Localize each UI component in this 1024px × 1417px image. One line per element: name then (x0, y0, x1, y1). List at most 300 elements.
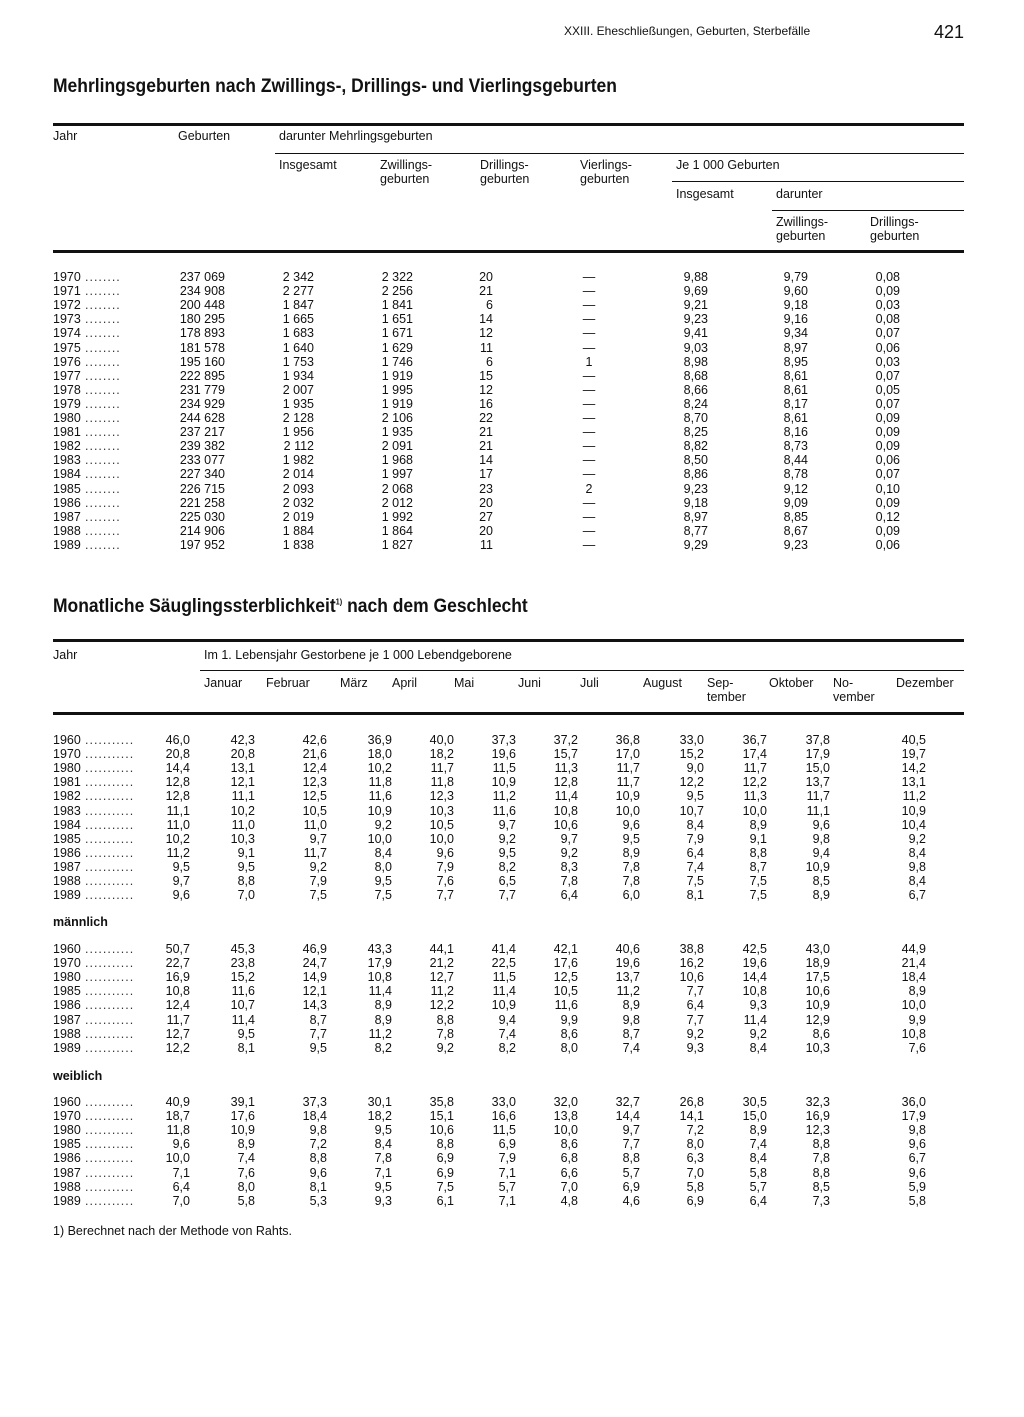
table1-year: 1971 (53, 284, 81, 299)
table2-year: 1985 (53, 1137, 81, 1152)
table2-leader-dots: ........... (85, 733, 135, 747)
table1-vierlings-cell: — (582, 284, 596, 299)
table2-cell: 36,9 (367, 733, 392, 747)
table1-vierlings-cell: — (582, 368, 596, 383)
table2-cell: 14,9 (302, 970, 327, 985)
table2-leader-dots: ........... (85, 761, 135, 776)
table1-cell: 14 (479, 312, 493, 327)
table2-cell: 11,0 (303, 817, 327, 832)
table2-leader-dots: ........... (85, 970, 135, 985)
table2-cell: 9,5 (498, 845, 516, 860)
table1-year: 1970 (53, 270, 81, 284)
table2-cell: 8,9 (812, 888, 830, 903)
table1-cell: 8,66 (683, 382, 708, 397)
table2-cell: 50,7 (165, 942, 190, 956)
table2-cell: 38,8 (679, 942, 704, 956)
table1-cell: 1 919 (381, 368, 413, 383)
table2-year: 1982 (53, 789, 81, 804)
table2-cell: 7,5 (749, 874, 767, 888)
table2-cell: 36,7 (742, 733, 767, 747)
table1-cell: 1 665 (282, 312, 314, 327)
table2-cell: 14,4 (742, 970, 767, 985)
table1-cell: 20 (479, 270, 493, 284)
table2-cell: 30,5 (742, 1095, 767, 1109)
table2-cell: 40,5 (901, 733, 926, 747)
table1-cell: 1 847 (282, 298, 314, 313)
table2-cell: 42,5 (742, 942, 767, 956)
table1-year: 1972 (53, 298, 81, 313)
table2-cell: 10,4 (901, 817, 926, 832)
table1-cell: 0,07 (875, 396, 900, 411)
table2-title-footnote-mark: 1) (335, 597, 343, 607)
table2-cell: 45,3 (230, 942, 255, 956)
table1-cell: 1 995 (381, 382, 413, 397)
table2-cell: 5,8 (908, 1193, 926, 1208)
table2-cell: 9,7 (172, 874, 190, 888)
table2-cell: 17,6 (230, 1109, 255, 1124)
table1-cell: 244 628 (179, 411, 225, 425)
table2-cell: 5,8 (749, 1165, 767, 1180)
table2-cell: 17,5 (805, 970, 830, 985)
table2-header-bottom-rule (53, 712, 964, 715)
table2-cell: 44,1 (429, 942, 454, 956)
table2-cell: 9,8 (309, 1123, 327, 1138)
table1-cell: 227 340 (179, 467, 225, 482)
table2-cell: 8,6 (812, 1026, 830, 1041)
table2-cell: 12,1 (302, 984, 327, 999)
table1-cell: 8,70 (683, 411, 708, 425)
table1-leader-dots: ........ (85, 270, 121, 284)
table1-cell: 0,03 (875, 298, 900, 313)
table2-cell: 9,5 (172, 859, 190, 874)
table2-cell: 6,9 (436, 1151, 454, 1166)
table2-cell: 14,2 (901, 761, 926, 776)
table2-cell: 6,5 (498, 874, 516, 888)
table2-cell: 6,0 (622, 888, 640, 903)
table2-cell: 6,1 (436, 1193, 454, 1208)
table2-cell: 40,0 (429, 733, 454, 747)
table2-cell: 12,4 (165, 998, 190, 1013)
table2-cell: 43,3 (367, 942, 392, 956)
table1-cell: 8,61 (783, 411, 808, 425)
table2-year: 1980 (53, 761, 81, 776)
table2-cell: 18,7 (165, 1109, 190, 1124)
table2-cell: 18,2 (429, 747, 454, 762)
table2-cell: 10,8 (553, 803, 578, 818)
table2-leader-dots: ........... (85, 1165, 135, 1180)
table1-leader-dots: ........ (85, 326, 121, 341)
table2-cell: 37,3 (491, 733, 516, 747)
table1-leader-dots: ........ (85, 368, 121, 383)
table2-cell: 9,2 (436, 1040, 454, 1055)
table2-cell: 18,4 (901, 970, 926, 985)
table2-cell: 9,9 (908, 1012, 926, 1027)
table1-title: Mehrlingsgeburten nach Zwillings-, Drillings- und Vierlingsgeburten (53, 76, 617, 97)
table2-year: 1981 (53, 775, 81, 790)
table2-cell: 20,8 (230, 747, 255, 762)
table2-cell: 11,5 (492, 1123, 516, 1138)
footnote: 1) Berechnet nach der Methode von Rahts. (53, 1224, 293, 1238)
table1-header-je-drillings: Drillings- geburten (870, 215, 920, 243)
table1-year: 1978 (53, 382, 81, 397)
table1-cell: 23 (479, 481, 493, 496)
table1-cell: 6 (486, 298, 493, 313)
table1-cell: 8,50 (683, 453, 708, 468)
table2-cell: 7,0 (686, 1165, 704, 1180)
table1-cell: 1 956 (282, 425, 314, 440)
table2-cell: 9,6 (908, 1137, 926, 1152)
table2-leader-dots: ........... (85, 888, 135, 903)
table1-leader-dots: ........ (85, 509, 121, 524)
table2-cell: 42,6 (302, 733, 327, 747)
table2-cell: 6,9 (498, 1137, 516, 1152)
table2-cell: 9,6 (172, 1137, 190, 1152)
table1-cell: 9,12 (783, 481, 808, 496)
table1-cell: 0,08 (875, 312, 900, 327)
table1-cell: 15 (479, 368, 493, 383)
table1-cell: 2 093 (282, 481, 314, 496)
table2-cell: 32,7 (615, 1095, 640, 1109)
table2-year: 1970 (53, 747, 81, 762)
table1-leader-dots: ........ (85, 495, 121, 510)
table1-cell: 8,25 (683, 425, 708, 440)
table2-cell: 6,6 (560, 1165, 578, 1180)
table2-cell: 8,1 (309, 1179, 327, 1194)
table2-year: 1987 (53, 1012, 81, 1027)
table1-vierlings-cell: — (582, 411, 596, 425)
table2-cell: 8,4 (374, 845, 392, 860)
table1-cell: 8,67 (783, 523, 808, 538)
table2-cell: 8,9 (374, 1012, 392, 1027)
table1-cell: 1 629 (381, 340, 413, 355)
table1-je-rule (672, 181, 964, 182)
table2-cell: 8,5 (812, 874, 830, 888)
table2-cell: 42,1 (553, 942, 578, 956)
table1-cell: 0,09 (875, 425, 900, 440)
table2-cell: 26,8 (679, 1095, 704, 1109)
table2-cell: 9,0 (686, 761, 704, 776)
table1-cell: 195 160 (179, 354, 225, 369)
table2-cell: 9,2 (309, 859, 327, 874)
table2-year: 1988 (53, 874, 81, 888)
table2-cell: 7,1 (172, 1165, 190, 1180)
table1-vierlings-cell: — (582, 270, 596, 284)
table2-cell: 10,0 (367, 831, 392, 846)
table2-cell: 8,7 (622, 1026, 640, 1041)
table2-cell: 7,2 (686, 1123, 704, 1138)
table2-cell: 11,7 (616, 775, 640, 790)
table2-leader-dots: ........... (85, 803, 135, 818)
table1-vierlings-cell: — (582, 382, 596, 397)
table2-year: 1989 (53, 1193, 81, 1208)
table2-cell: 12,8 (553, 775, 578, 790)
table2-leader-dots: ........... (85, 831, 135, 846)
table1-cell: 1 934 (282, 368, 314, 383)
table1-cell: 8,16 (783, 425, 808, 440)
table2-cell: 10,3 (230, 831, 255, 846)
table2-cell: 12,1 (230, 775, 255, 790)
table2-cell: 10,5 (429, 817, 454, 832)
table2-cell: 8,0 (374, 859, 392, 874)
table2-leader-dots: ........... (85, 1109, 135, 1124)
table1-cell: 27 (479, 509, 493, 524)
table2-leader-dots: ........... (85, 817, 135, 832)
table2-cell: 12,5 (553, 970, 578, 985)
table1-vierlings-cell: — (582, 537, 596, 552)
table2-cell: 19,6 (742, 956, 767, 971)
table2-leader-dots: ........... (85, 1095, 135, 1109)
table1-cell: 20 (479, 495, 493, 510)
table2-cell: 10,3 (429, 803, 454, 818)
table2-cell: 7,8 (622, 874, 640, 888)
table2-leader-dots: ........... (85, 1123, 135, 1138)
table2-cell: 6,4 (560, 888, 578, 903)
table2-cell: 13,7 (615, 970, 640, 985)
table2-cell: 8,4 (374, 1137, 392, 1152)
table2-leader-dots: ........... (85, 998, 135, 1013)
table1-cell: 1 651 (381, 312, 413, 327)
table1-cell: 9,18 (683, 495, 708, 510)
table2-cell: 8,3 (560, 859, 578, 874)
table1-cell: 2 068 (381, 481, 413, 496)
table2-cell: 9,6 (309, 1165, 327, 1180)
table2-cell: 10,2 (165, 831, 190, 846)
table1-cell: 0,09 (875, 523, 900, 538)
page-number: 421 (934, 22, 965, 42)
table1-vierlings-cell: — (582, 425, 596, 440)
table1-cell: 8,85 (783, 509, 808, 524)
table2-cell: 17,9 (367, 956, 392, 971)
table1-cell: 9,16 (783, 312, 808, 327)
table2-cell: 8,4 (749, 1151, 767, 1166)
table1-cell: 234 929 (179, 396, 225, 411)
table2-cell: 7,6 (436, 874, 454, 888)
table2-cell: 10,3 (805, 1040, 830, 1055)
table2-year: 1989 (53, 888, 81, 903)
table1-cell: 0,09 (875, 495, 900, 510)
table1-cell: 9,18 (783, 298, 808, 313)
table1-header-je-insgesamt: Insgesamt (676, 187, 734, 201)
table2-cell: 7,8 (436, 1026, 454, 1041)
table2-cell: 9,6 (908, 1165, 926, 1180)
table2-leader-dots: ........... (85, 1026, 135, 1041)
table2-cell: 21,2 (429, 956, 454, 971)
table1-cell: 180 295 (179, 312, 225, 327)
table2-cell: 9,7 (498, 817, 516, 832)
table1-cell: 20 (479, 523, 493, 538)
running-head: XXIII. Eheschließungen, Geburten, Sterbefälle (564, 24, 811, 38)
table2-cell: 12,5 (302, 789, 327, 804)
table1-cell: 8,24 (683, 396, 708, 411)
table1-cell: 8,44 (783, 453, 808, 468)
table1-cell: 8,97 (683, 509, 708, 524)
table1-cell: 225 030 (179, 509, 225, 524)
table2-cell: 9,6 (172, 888, 190, 903)
table1-cell: 9,29 (683, 537, 708, 552)
table2-cell: 8,6 (560, 1026, 578, 1041)
table2-cell: 9,4 (812, 845, 830, 860)
table1-cell: 17 (479, 467, 493, 482)
table2-cell: 8,8 (812, 1165, 830, 1180)
table2-cell: 10,0 (742, 803, 767, 818)
table2-cell: 9,5 (374, 1179, 392, 1194)
table1-year: 1975 (53, 340, 81, 355)
table2-leader-dots: ........... (85, 1151, 135, 1166)
table1-cell: 8,95 (783, 354, 808, 369)
table2-year: 1986 (53, 998, 81, 1013)
table2-cell: 8,8 (812, 1137, 830, 1152)
table1-cell: 222 895 (179, 368, 225, 383)
table2-cell: 8,9 (237, 1137, 255, 1152)
table2-group-label: männlich (53, 915, 108, 929)
table2-title-main: Monatliche Säuglingssterblichkeit (53, 596, 336, 617)
table2-cell: 15,0 (805, 761, 830, 776)
table2-cell: 8,7 (309, 1012, 327, 1027)
table1-cell: 1 982 (282, 453, 314, 468)
table2-cell: 32,0 (553, 1095, 578, 1109)
table2-leader-dots: ........... (85, 859, 135, 874)
table2-cell: 10,6 (805, 984, 830, 999)
table2-cell: 23,8 (230, 956, 255, 971)
table1-cell: 9,23 (683, 312, 708, 327)
table2-cell: 8,8 (622, 1151, 640, 1166)
table2-cell: 17,9 (901, 1109, 926, 1124)
table1-header-vierlings: Vierlings- geburten (580, 158, 632, 186)
table2-cell: 6,7 (908, 888, 926, 903)
table1-leader-dots: ........ (85, 284, 121, 299)
table1-cell: 181 578 (179, 340, 225, 355)
table1-year: 1981 (53, 425, 81, 440)
table2-cell: 21,4 (901, 956, 926, 971)
table2-cell: 11,2 (492, 789, 516, 804)
table2-header-month: August (643, 676, 682, 690)
table2-cell: 6,7 (908, 1151, 926, 1166)
table1-cell: 2 032 (282, 495, 314, 510)
table2-cell: 10,9 (615, 789, 640, 804)
table2-cell: 9,7 (309, 831, 327, 846)
table1-cell: 8,61 (783, 382, 808, 397)
table2-cell: 6,4 (686, 845, 704, 860)
table2-cell: 15,1 (429, 1109, 454, 1124)
table1-header-zwillings: Zwillings- geburten (380, 158, 433, 186)
table2-cell: 7,0 (237, 888, 255, 903)
table1-year: 1989 (53, 537, 81, 552)
table2-cell: 9,7 (560, 831, 578, 846)
table2-cell: 12,2 (165, 1040, 190, 1055)
table1-header-geburten: Geburten (178, 129, 231, 143)
table1-vierlings-cell: 2 (585, 481, 593, 496)
table2-cell: 8,5 (812, 1179, 830, 1194)
table2-cell: 9,5 (374, 874, 392, 888)
table2-leader-dots: ........... (85, 1012, 135, 1027)
table2-cell: 11,6 (231, 984, 255, 999)
table2-cell: 9,6 (436, 845, 454, 860)
table2-cell: 16,2 (679, 956, 704, 971)
table2-header-month: No- vember (833, 676, 875, 704)
table2-cell: 9,3 (374, 1193, 392, 1208)
table1-vierlings-cell: — (582, 326, 596, 341)
table1-cell: 2 256 (381, 284, 413, 299)
table2-cell: 11,1 (231, 789, 255, 804)
table1-vierlings-cell: — (582, 453, 596, 468)
table2-cell: 7,6 (908, 1040, 926, 1055)
table1-cell: 8,17 (783, 396, 808, 411)
table1-darunter-rule (772, 210, 964, 211)
table2-cell: 11,2 (430, 984, 454, 999)
table2-cell: 10,2 (367, 761, 392, 776)
table2-cell: 8,1 (237, 1040, 255, 1055)
table2-cell: 5,8 (237, 1193, 255, 1208)
table2-cell: 7,2 (309, 1137, 327, 1152)
table1-cell: 8,82 (683, 439, 708, 454)
table1-cell: 0,07 (875, 368, 900, 383)
table2-cell: 6,3 (686, 1151, 704, 1166)
table2-cell: 20,8 (165, 747, 190, 762)
table2-cell: 11,7 (166, 1012, 190, 1027)
table2-year: 1983 (53, 803, 81, 818)
table2-cell: 19,6 (491, 747, 516, 762)
table2-cell: 7,7 (686, 1012, 704, 1027)
table2-cell: 44,9 (901, 942, 926, 956)
table2-cell: 10,8 (165, 984, 190, 999)
table2-header-month: Januar (204, 676, 243, 690)
table2-cell: 10,0 (615, 803, 640, 818)
table1-cell: 239 382 (179, 439, 225, 454)
table2-year: 1986 (53, 1151, 81, 1166)
table2-cell: 11,4 (368, 984, 392, 999)
table2-cell: 9,3 (749, 998, 767, 1013)
table2-cell: 11,4 (554, 789, 578, 804)
table1-cell: 234 908 (179, 284, 225, 299)
table2-cell: 8,4 (686, 817, 704, 832)
table1-cell: 1 683 (282, 326, 314, 341)
table2-header-month: Sep- tember (707, 676, 746, 704)
table1-leader-dots: ........ (85, 523, 121, 538)
table2-cell: 6,4 (172, 1179, 190, 1194)
table1-cell: 9,79 (783, 270, 808, 284)
table2-cell: 9,3 (686, 1040, 704, 1055)
table1-cell: 2 019 (282, 509, 314, 524)
table2-cell: 15,7 (553, 747, 578, 762)
table2-cell: 8,0 (237, 1179, 255, 1194)
table2-year: 1989 (53, 1040, 81, 1055)
table2-cell: 35,8 (429, 1095, 454, 1109)
table2-leader-dots: ........... (85, 1193, 135, 1208)
table1-cell: 11 (480, 340, 493, 355)
table2-header-span: Im 1. Lebensjahr Gestorbene je 1 000 Lebendgeborene (204, 648, 512, 662)
table1-leader-dots: ........ (85, 453, 121, 468)
table2-cell: 39,1 (230, 1095, 255, 1109)
table1-cell: 233 077 (179, 453, 225, 468)
table2-cell: 5,9 (908, 1179, 926, 1194)
table2-cell: 8,4 (749, 1040, 767, 1055)
table2-leader-dots: ........... (85, 1179, 135, 1194)
table1-cell: 11 (480, 537, 493, 552)
table2-cell: 7,1 (374, 1165, 392, 1180)
table1-cell: 21 (479, 284, 493, 299)
table2-cell: 11,2 (616, 984, 640, 999)
table2-cell: 11,7 (430, 761, 454, 776)
table1-cell: 0,06 (875, 340, 900, 355)
table2-header-month: März (340, 676, 368, 690)
table1-cell: 0,07 (875, 326, 900, 341)
table1-cell: 9,23 (783, 537, 808, 552)
table1-cell: 237 217 (179, 425, 225, 440)
table2-cell: 6,9 (436, 1165, 454, 1180)
table2-cell: 11,2 (368, 1026, 392, 1041)
table1-cell: 1 968 (381, 453, 413, 468)
table1-cell: 237 069 (179, 270, 225, 284)
